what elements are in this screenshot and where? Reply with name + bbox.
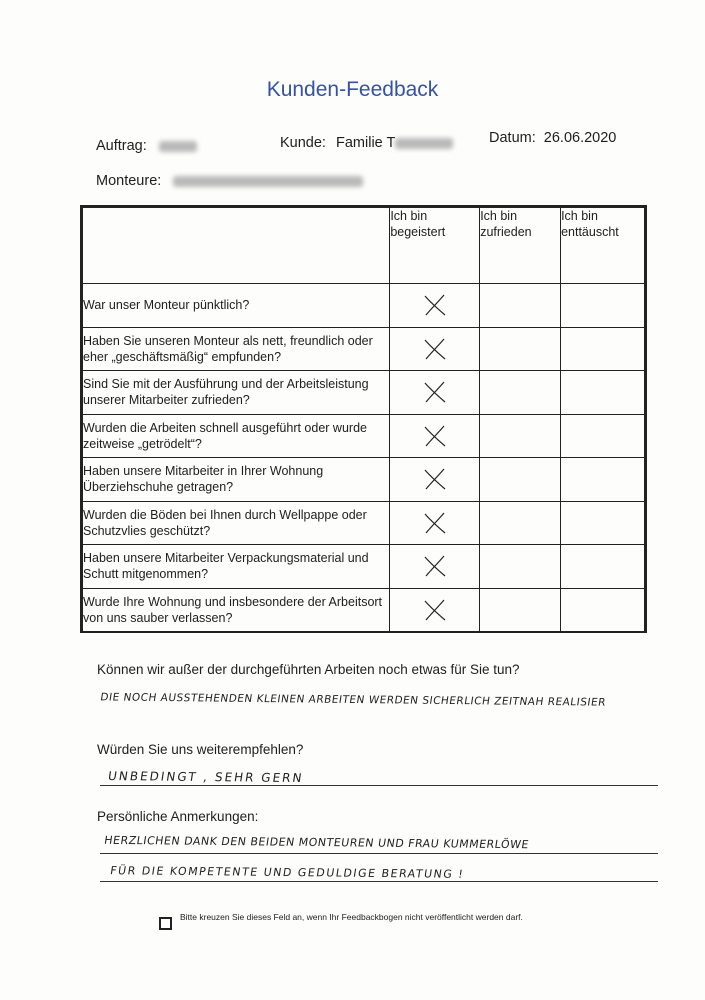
- rating-cell-zufrieden[interactable]: [480, 414, 561, 458]
- table-row: [83, 588, 645, 632]
- rating-cell-zufrieden[interactable]: [480, 588, 561, 632]
- cross-mark-icon: [422, 337, 448, 361]
- table-row: [83, 501, 645, 545]
- kunde-label: Kunde:: [280, 135, 326, 151]
- question-cell: Wurden die Böden bei Ihnen durch Wellpappe oder Schutzvlies geschützt?: [83, 501, 390, 545]
- rating-cell-begeistert[interactable]: [390, 545, 480, 589]
- rating-cell-begeistert[interactable]: [390, 458, 480, 502]
- rating-cell-zufrieden[interactable]: [480, 327, 561, 371]
- kunde-value: Familie T: [336, 135, 396, 151]
- table-row: [83, 545, 645, 589]
- column-header-zufrieden: Ich bin zufrieden: [480, 208, 561, 284]
- rating-cell-begeistert[interactable]: [390, 588, 480, 632]
- question-remarks: Persönliche Anmerkungen:: [97, 809, 259, 824]
- rating-cell-zufrieden[interactable]: [480, 458, 561, 502]
- auftrag-field: [96, 138, 197, 154]
- publish-opt-out-label: Bitte kreuzen Sie dieses Feld an, wenn Ihr Feedbackbogen nicht veröffentlicht werden darf.: [180, 912, 523, 922]
- form-title: Kunden-Feedback: [266, 78, 439, 101]
- question-cell: Sind Sie mit der Ausführung und der Arbeitsleistung unserer Mitarbeiter zufrieden?: [83, 371, 390, 415]
- answer-remarks-rule1: [100, 853, 658, 854]
- answer-remarks-line2[interactable]: FÜR DIE KOMPETENTE UND GEDULDIGE BERATUNG !: [109, 864, 466, 881]
- table-row: [83, 458, 645, 502]
- rating-cell-zufrieden[interactable]: [480, 501, 561, 545]
- rating-cell-enttaeuscht[interactable]: [561, 545, 645, 589]
- datum-value: 26.06.2020: [543, 130, 617, 146]
- rating-cell-zufrieden[interactable]: [480, 545, 561, 589]
- answer-remarks-line1[interactable]: HERZLICHEN DANK DEN BEIDEN MONTEUREN UND FRAU KUMMERLÖWE: [103, 833, 530, 852]
- feedback-table: [80, 205, 647, 633]
- publish-opt-out-checkbox[interactable]: [159, 917, 172, 930]
- table-row: [83, 284, 645, 328]
- rating-cell-begeistert[interactable]: [390, 501, 480, 545]
- question-cell: Wurden die Arbeiten schnell ausgeführt oder wurde zeitweise „getrödelt“?: [83, 414, 390, 458]
- rating-cell-begeistert[interactable]: [390, 371, 480, 415]
- answer-recommend-line: [100, 785, 658, 786]
- rating-cell-begeistert[interactable]: [390, 414, 480, 458]
- question-cell: Haben unsere Mitarbeiter Verpackungsmaterial und Schutt mitgenommen?: [83, 545, 390, 589]
- cross-mark-icon: [422, 598, 448, 622]
- kunde-redacted: [395, 138, 453, 149]
- answer-extra-work[interactable]: DIE NOCH AUSSTEHENDEN KLEINEN ARBEITEN WERDEN SICHERLICH ZEITNAH REALISIER: [99, 691, 607, 709]
- datum-field: [489, 130, 616, 146]
- cross-mark-icon: [422, 380, 448, 404]
- rating-cell-zufrieden[interactable]: [480, 284, 561, 328]
- kunde-field: [280, 135, 453, 151]
- datum-label: Datum:: [489, 130, 536, 146]
- monteure-label: Monteure:: [96, 173, 162, 189]
- auftrag-redacted: [159, 141, 197, 152]
- question-cell: Haben Sie unseren Monteur als nett, freundlich oder eher „geschäftsmäßig“ empfunden?: [83, 327, 390, 371]
- rating-cell-enttaeuscht[interactable]: [561, 327, 645, 371]
- column-header-begeistert: Ich bin begeistert: [390, 208, 480, 284]
- question-cell: Wurde Ihre Wohnung und insbesondere der Arbeitsort von uns sauber verlassen?: [83, 588, 390, 632]
- table-row: [83, 327, 645, 371]
- rating-cell-enttaeuscht[interactable]: [561, 588, 645, 632]
- question-extra-work: Können wir außer der durchgeführten Arbeiten noch etwas für Sie tun?: [97, 662, 520, 677]
- cross-mark-icon: [422, 554, 448, 578]
- cross-mark-icon: [422, 511, 448, 535]
- cross-mark-icon: [422, 293, 448, 317]
- column-header-enttaeuscht: Ich bin enttäuscht: [561, 208, 645, 284]
- table-header-row: [83, 208, 645, 284]
- header-empty-cell: [83, 208, 390, 284]
- answer-remarks-rule2: [100, 881, 658, 882]
- rating-cell-enttaeuscht[interactable]: [561, 414, 645, 458]
- cross-mark-icon: [422, 467, 448, 491]
- rating-cell-enttaeuscht[interactable]: [561, 371, 645, 415]
- rating-cell-zufrieden[interactable]: [480, 371, 561, 415]
- table-row: [83, 414, 645, 458]
- question-cell: War unser Monteur pünktlich?: [83, 284, 390, 328]
- monteure-field: [96, 173, 363, 189]
- table-row: [83, 371, 645, 415]
- answer-recommend[interactable]: UNBEDINGT , SEHR GERN: [107, 768, 305, 786]
- question-cell: Haben unsere Mitarbeiter in Ihrer Wohnung Überziehschuhe getragen?: [83, 458, 390, 502]
- rating-cell-enttaeuscht[interactable]: [561, 458, 645, 502]
- rating-cell-enttaeuscht[interactable]: [561, 501, 645, 545]
- rating-cell-begeistert[interactable]: [390, 327, 480, 371]
- cross-mark-icon: [422, 424, 448, 448]
- auftrag-label: Auftrag:: [96, 138, 147, 154]
- monteure-redacted: [173, 176, 363, 187]
- rating-cell-begeistert[interactable]: [390, 284, 480, 328]
- rating-cell-enttaeuscht[interactable]: [561, 284, 645, 328]
- question-recommend: Würden Sie uns weiterempfehlen?: [97, 742, 304, 757]
